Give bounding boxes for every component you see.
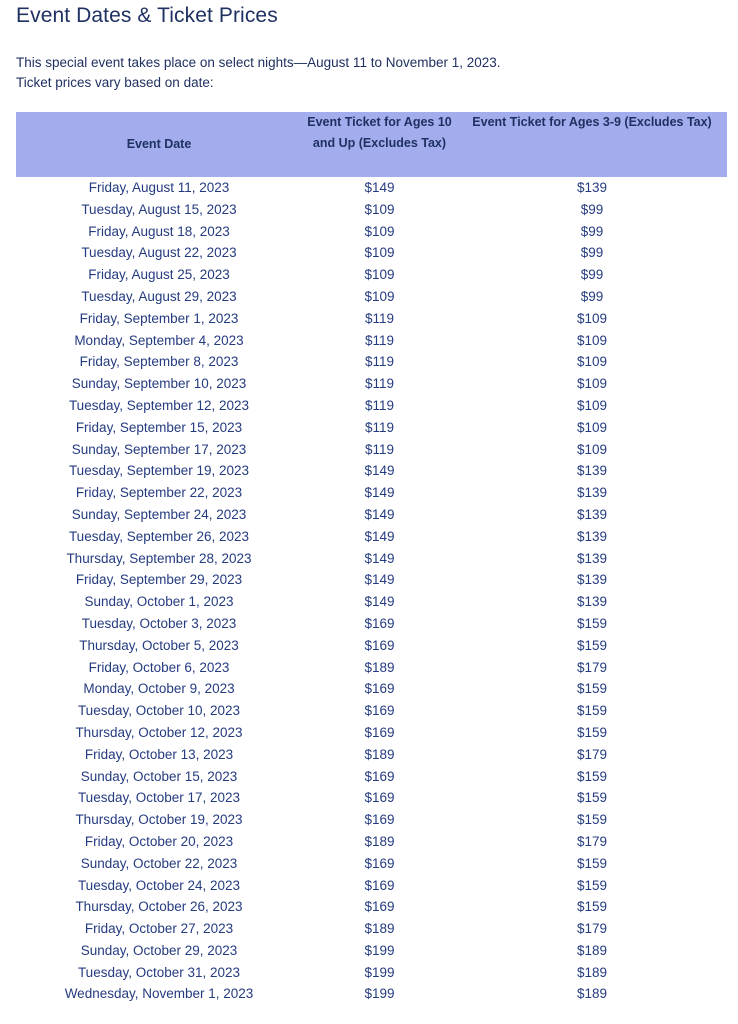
event-date-cell: Thursday, October 26, 2023: [75, 899, 243, 915]
table-row: [16, 613, 727, 635]
event-date-cell: Friday, October 13, 2023: [84, 746, 234, 762]
price-ages-10-up-cell: $169: [364, 855, 395, 871]
event-date-cell: Friday, October 20, 2023: [84, 833, 234, 849]
event-date-cell: Thursday, October 5, 2023: [79, 637, 239, 653]
price-ages-10-up-cell: $109: [364, 267, 395, 283]
event-date-cell: Thursday, October 19, 2023: [75, 812, 243, 828]
price-ages-3-9-cell: $109: [576, 376, 608, 392]
price-ages-10-up-cell: $149: [364, 572, 395, 588]
intro-line-prices: Ticket prices vary based on date:: [16, 75, 214, 90]
price-ages-10-up-cell: $189: [364, 921, 395, 937]
price-ages-10-up-cell: $149: [364, 485, 395, 501]
table-row: [16, 635, 727, 657]
intro-line-dates: This special event takes place on select nights—August 11 to November 1, 2023.: [16, 55, 501, 70]
price-ages-3-9-cell: $139: [576, 572, 608, 588]
table-row: [16, 417, 727, 439]
price-ages-10-up-cell: $169: [364, 681, 395, 697]
price-ages-3-9-cell: $109: [576, 397, 608, 413]
event-date-cell: Friday, September 15, 2023: [75, 419, 243, 435]
event-date-cell: Tuesday, September 26, 2023: [68, 528, 250, 544]
price-ages-10-up-cell: $169: [364, 790, 395, 806]
price-ages-3-9-cell: $109: [576, 419, 608, 435]
event-date-cell: Sunday, October 29, 2023: [80, 942, 238, 958]
table-row: [16, 177, 727, 199]
event-date-cell: Friday, September 22, 2023: [75, 485, 243, 501]
event-date-cell: Sunday, September 10, 2023: [71, 376, 247, 392]
price-ages-3-9-cell: $139: [576, 594, 608, 610]
event-date-cell: Friday, August 11, 2023: [88, 180, 230, 195]
event-date-cell: Friday, August 25, 2023: [88, 267, 230, 283]
price-ages-10-up-cell: $119: [364, 376, 395, 392]
event-date-cell: Friday, October 6, 2023: [88, 659, 230, 675]
price-ages-10-up-cell: $149: [364, 463, 395, 479]
table-row: [16, 439, 727, 461]
table-row: [16, 787, 727, 809]
table-row: [16, 569, 727, 591]
table-row: [16, 678, 727, 700]
table-row: [16, 548, 727, 570]
table-row: [16, 330, 727, 352]
price-ages-3-9-cell: $159: [576, 877, 608, 893]
table-row: [16, 744, 727, 766]
event-date-cell: Sunday, September 17, 2023: [71, 441, 247, 457]
event-date-cell: Sunday, September 24, 2023: [71, 506, 247, 522]
price-ages-10-up-cell: $149: [364, 180, 395, 195]
event-date-cell: Tuesday, August 29, 2023: [81, 288, 237, 304]
price-ages-10-up-cell: $169: [364, 637, 395, 653]
price-ages-10-up-cell: $169: [364, 812, 395, 828]
price-ages-10-up-cell: $169: [364, 615, 395, 631]
page-title: Event Dates & Ticket Prices: [16, 4, 278, 27]
price-ages-3-9-cell: $99: [580, 223, 604, 239]
price-ages-3-9-cell: $99: [580, 201, 604, 217]
event-date-cell: Friday, September 8, 2023: [79, 354, 239, 370]
price-ages-10-up-cell: $149: [364, 550, 395, 566]
event-date-cell: Monday, October 9, 2023: [83, 681, 235, 697]
price-ages-10-up-cell: $109: [364, 245, 395, 261]
price-ages-3-9-cell: $189: [576, 964, 608, 980]
price-ages-3-9-cell: $109: [576, 332, 608, 348]
price-ages-10-up-cell: $149: [364, 528, 395, 544]
price-ages-10-up-cell: $119: [364, 354, 395, 370]
price-ages-3-9-cell: $139: [576, 506, 608, 522]
table-row: [16, 831, 727, 853]
table-row: [16, 242, 727, 264]
price-ages-3-9-cell: $179: [576, 659, 608, 675]
price-ages-3-9-cell: $179: [576, 833, 608, 849]
price-ages-10-up-cell: $109: [364, 288, 395, 304]
event-date-cell: Thursday, September 28, 2023: [66, 550, 252, 566]
price-ages-3-9-cell: $159: [576, 637, 608, 653]
event-date-cell: Friday, August 18, 2023: [88, 223, 230, 239]
price-ages-3-9-cell: $159: [576, 855, 608, 871]
event-date-cell: Tuesday, October 24, 2023: [77, 877, 241, 893]
table-row: [16, 460, 727, 482]
price-ages-3-9-cell: $179: [576, 921, 608, 937]
table-row: [16, 526, 727, 548]
price-ages-3-9-cell: $99: [580, 267, 604, 283]
table-row: [16, 940, 727, 962]
price-ages-10-up-cell: $189: [364, 833, 395, 849]
table-row: [16, 983, 727, 1005]
event-date-cell: Tuesday, August 22, 2023: [81, 245, 237, 261]
price-ages-10-up-cell: $169: [364, 724, 395, 740]
table-row: [16, 482, 727, 504]
price-ages-3-9-cell: $109: [576, 441, 608, 457]
price-ages-10-up-cell: $199: [364, 964, 395, 980]
event-date-cell: Friday, October 27, 2023: [84, 921, 234, 937]
table-row: [16, 657, 727, 679]
price-ages-10-up-cell: $169: [364, 703, 395, 719]
price-ages-3-9-cell: $159: [576, 812, 608, 828]
price-ages-3-9-cell: $109: [576, 354, 608, 370]
table-row: [16, 308, 727, 330]
price-ages-10-up-cell: $109: [364, 223, 395, 239]
price-ages-3-9-cell: $139: [576, 180, 608, 195]
table-row: [16, 766, 727, 788]
price-ages-3-9-cell: $159: [576, 899, 608, 915]
table-row: [16, 286, 727, 308]
event-date-cell: Tuesday, October 10, 2023: [77, 703, 241, 719]
price-ages-10-up-cell: $149: [364, 506, 395, 522]
table-header-row: [16, 112, 727, 177]
price-ages-3-9-cell: $159: [576, 724, 608, 740]
price-ages-3-9-cell: $139: [576, 550, 608, 566]
event-date-cell: Sunday, October 1, 2023: [84, 594, 234, 610]
price-ages-3-9-cell: $159: [576, 703, 608, 719]
price-ages-10-up-cell: $119: [364, 441, 395, 457]
price-ages-10-up-cell: $169: [364, 899, 395, 915]
table-row: [16, 373, 727, 395]
table-row: [16, 962, 727, 984]
table-row: [16, 504, 727, 526]
table-row: [16, 221, 727, 243]
price-ages-3-9-cell: $159: [576, 790, 608, 806]
price-ages-10-up-cell: $169: [364, 877, 395, 893]
event-date-cell: Tuesday, October 17, 2023: [77, 790, 241, 806]
event-date-cell: Wednesday, November 1, 2023: [64, 986, 254, 1002]
header-ticket-ages-10-up: Event Ticket for Ages 10 and Up (Excludes Tax): [307, 115, 452, 150]
header-ticket-ages-3-9: Event Ticket for Ages 3-9 (Excludes Tax): [472, 115, 712, 129]
price-ages-10-up-cell: $119: [364, 419, 395, 435]
event-date-cell: Friday, September 1, 2023: [79, 310, 239, 326]
table-row: [16, 875, 727, 897]
table-row: [16, 264, 727, 286]
event-date-cell: Tuesday, October 31, 2023: [77, 964, 241, 980]
price-ages-3-9-cell: $159: [576, 615, 608, 631]
price-ages-3-9-cell: $99: [580, 245, 604, 261]
intro-text: [16, 53, 501, 93]
price-ages-10-up-cell: $199: [364, 986, 395, 1002]
price-ages-10-up-cell: $189: [364, 746, 395, 762]
table-row: [16, 896, 727, 918]
table-row: [16, 700, 727, 722]
price-ages-3-9-cell: $189: [576, 942, 608, 958]
price-ages-3-9-cell: $189: [576, 986, 608, 1002]
table-header: [16, 112, 727, 177]
price-ages-10-up-cell: $119: [364, 310, 395, 326]
table-row: [16, 591, 727, 613]
table-row: [16, 351, 727, 373]
price-ages-3-9-cell: $139: [576, 485, 608, 501]
price-ages-10-up-cell: $149: [364, 594, 395, 610]
table-row: [16, 395, 727, 417]
table-row: [16, 199, 727, 221]
event-date-cell: Sunday, October 22, 2023: [80, 855, 238, 871]
event-date-cell: Tuesday, September 12, 2023: [68, 397, 250, 413]
price-ages-10-up-cell: $109: [364, 201, 395, 217]
event-date-cell: Tuesday, August 15, 2023: [81, 201, 237, 217]
ticket-price-table: [16, 112, 727, 1005]
event-date-cell: Monday, September 4, 2023: [74, 332, 244, 348]
price-ages-3-9-cell: $159: [576, 768, 608, 784]
price-ages-3-9-cell: $99: [580, 288, 604, 304]
price-ages-3-9-cell: $179: [576, 746, 608, 762]
table-row: [16, 722, 727, 744]
event-date-cell: Friday, September 29, 2023: [75, 572, 243, 588]
price-ages-3-9-cell: $139: [576, 463, 608, 479]
event-date-cell: Sunday, October 15, 2023: [80, 768, 238, 784]
table-row: [16, 809, 727, 831]
price-ages-10-up-cell: $119: [364, 332, 395, 348]
price-ages-3-9-cell: $139: [576, 528, 608, 544]
table-body: [16, 177, 727, 1005]
header-event-date: Event Date: [126, 137, 192, 151]
event-date-cell: Thursday, October 12, 2023: [75, 724, 243, 740]
table-row: [16, 918, 727, 940]
price-ages-3-9-cell: $109: [576, 310, 608, 326]
price-ages-10-up-cell: $119: [364, 397, 395, 413]
event-date-cell: Tuesday, October 3, 2023: [81, 615, 237, 631]
price-ages-10-up-cell: $189: [364, 659, 395, 675]
price-ages-3-9-cell: $159: [576, 681, 608, 697]
price-ages-10-up-cell: $169: [364, 768, 395, 784]
table-row: [16, 853, 727, 875]
event-date-cell: Tuesday, September 19, 2023: [68, 463, 250, 479]
price-ages-10-up-cell: $199: [364, 942, 395, 958]
